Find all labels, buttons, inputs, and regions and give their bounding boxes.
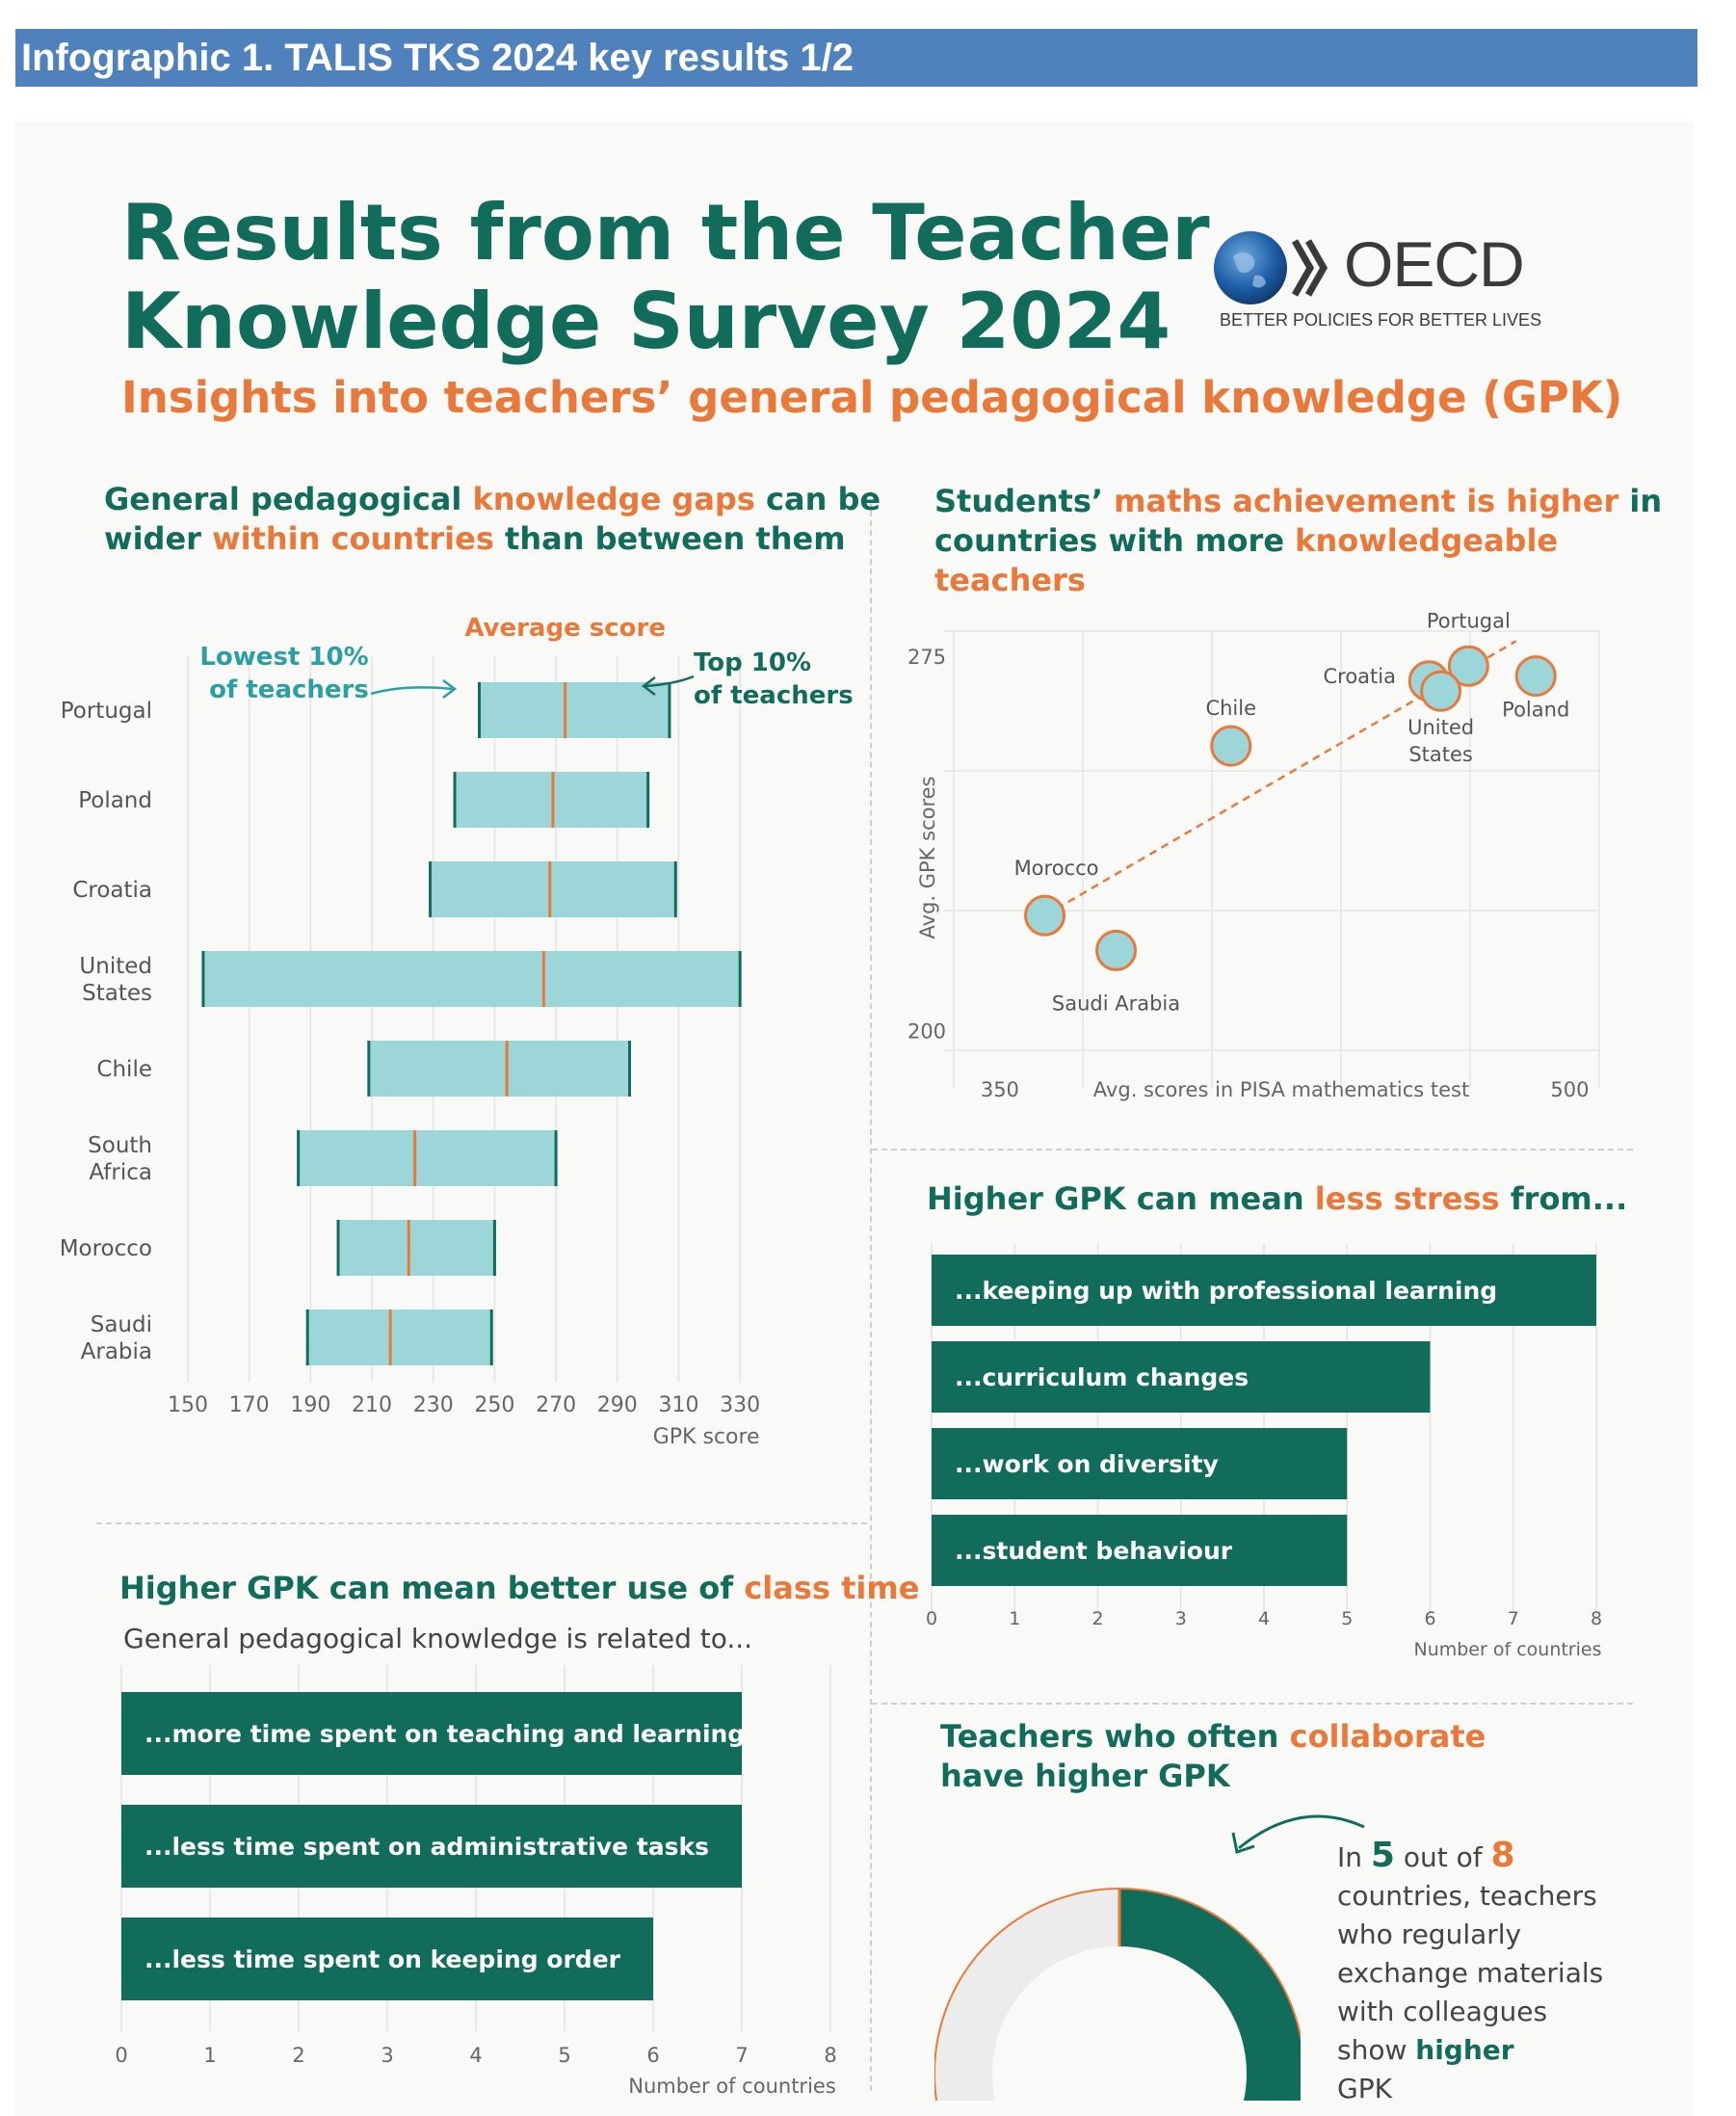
x-tick-label: 270	[536, 1393, 577, 1417]
annot-lowest-arrow	[371, 687, 453, 694]
section4-title: Higher GPK can mean better use of class time	[119, 1570, 920, 1606]
scatter-point	[1422, 672, 1460, 710]
x-tick-label: 2	[1092, 1608, 1104, 1629]
category-label: South	[88, 1133, 152, 1158]
x-tick-label: 0	[115, 2044, 128, 2067]
x-tick-label: 3	[1174, 1608, 1187, 1629]
x-tick-label: 8	[824, 2044, 837, 2067]
divider-right-2	[872, 1703, 1633, 1705]
x-tick-label: 5	[558, 2044, 571, 2067]
x-tick-label: 0	[925, 1608, 938, 1629]
annot-average: Average score	[464, 617, 666, 643]
point-label: Croatia	[1323, 664, 1397, 688]
x-tick-label: 310	[658, 1393, 699, 1417]
gpk-range-chart	[48, 617, 867, 1465]
x-tick-label: 2	[292, 2044, 305, 2067]
scatter-point	[1212, 727, 1250, 765]
x-tick-label: 170	[228, 1393, 270, 1417]
x-tick-label: 4	[1257, 1608, 1271, 1629]
section3-title: Higher GPK can mean less stress from...	[927, 1180, 1628, 1217]
bar-label: ...student behaviour	[955, 1537, 1233, 1565]
category-label: Saudi	[90, 1312, 152, 1337]
main-title-line1: Results from the Teacher	[121, 188, 1210, 278]
x-tick-label: 5	[1341, 1608, 1354, 1629]
x-tick-label: 210	[352, 1393, 393, 1417]
stress-bar-chart	[906, 1243, 1638, 1667]
bar-label: ...more time spent on teaching and learning	[145, 1720, 746, 1748]
point-label: Chile	[1205, 697, 1257, 721]
x-tick-label: 1	[203, 2044, 217, 2067]
x-tick-label: 6	[1424, 1608, 1436, 1629]
category-label: Poland	[78, 788, 152, 813]
collab-text: In 5 out of 8 countries, teachers who regularly exchange materials with colleagues show higher GPK	[1337, 1836, 1604, 2104]
gpk-pisa-scatter	[906, 578, 1638, 1118]
oecd-logo-mark	[1212, 227, 1347, 306]
section1-title: General pedagogical knowledge gaps can be wider within countries than between them	[104, 481, 881, 557]
scatter-point	[1097, 931, 1136, 969]
range-bar	[338, 1220, 494, 1276]
x-tick-label: 230	[412, 1393, 454, 1417]
oecd-logo-tagline: BETTER POLICIES FOR BETTER LIVES	[1220, 310, 1542, 330]
class-time-bar-chart	[106, 1665, 867, 2101]
x-tick-label: 4	[469, 2044, 483, 2067]
x-tick-label: 3	[381, 2044, 394, 2067]
x-tick-label: 150	[168, 1393, 208, 1417]
x-axis-label: GPK score	[652, 1425, 760, 1449]
section4-subtitle: General pedagogical knowledge is related to...	[123, 1623, 753, 1654]
main-title-line2: Knowledge Survey 2024	[121, 277, 1171, 366]
annot-top-line1: Top 10%	[694, 648, 812, 677]
point-label: Portugal	[1426, 609, 1511, 633]
range-bar	[480, 682, 670, 738]
category-label: Portugal	[60, 699, 152, 724]
x-axis-label: Avg. scores in PISA mathematics test	[1092, 1078, 1470, 1101]
infographic-banner: Infographic 1. TALIS TKS 2024 key results 1/2	[15, 29, 1697, 87]
y-tick-label: 200	[907, 1019, 947, 1044]
divider-right-1	[872, 1149, 1633, 1151]
category-label: States	[82, 981, 152, 1006]
annot-top-line2: of teachers	[694, 681, 854, 710]
category-label: Africa	[89, 1160, 152, 1185]
x-axis-label: Number of countries	[1413, 1639, 1602, 1660]
point-label: Saudi Arabia	[1051, 992, 1181, 1016]
bar-label: ...less time spent on keeping order	[145, 1945, 620, 1973]
chevrons-icon	[1295, 241, 1324, 295]
point-label: States	[1408, 743, 1473, 767]
bar-label: ...keeping up with professional learning	[955, 1277, 1498, 1305]
category-label: Morocco	[59, 1236, 152, 1261]
scatter-point	[1516, 657, 1555, 696]
x-tick-label: 350	[980, 1078, 1019, 1101]
x-tick-label: 7	[1507, 1608, 1519, 1629]
x-tick-label: 6	[646, 2044, 660, 2067]
annot-lowest-line2: of teachers	[209, 675, 369, 704]
bar-label: ...curriculum changes	[955, 1363, 1249, 1391]
main-title	[121, 189, 1210, 366]
range-bar	[299, 1130, 556, 1186]
bar-label: ...less time spent on administrative tasks	[145, 1833, 710, 1861]
point-label: United	[1407, 716, 1475, 740]
range-bar	[307, 1309, 491, 1365]
range-bar	[203, 951, 740, 1007]
section2-title: Students’ maths achievement is higher in countries with more knowledgeable teachers	[934, 483, 1663, 598]
section5-title: Teachers who often collaborate have higher GPK	[940, 1718, 1486, 1794]
x-tick-label: 7	[735, 2044, 749, 2067]
category-label: United	[79, 954, 152, 979]
x-tick-label: 250	[474, 1393, 515, 1417]
point-label: Poland	[1502, 698, 1570, 722]
column-divider	[870, 491, 872, 2091]
scatter-point	[1026, 896, 1065, 935]
point-label: Morocco	[1013, 857, 1099, 881]
bar-label: ...work on diversity	[955, 1450, 1219, 1478]
donut-slice	[934, 1889, 1119, 2101]
x-tick-label: 190	[290, 1393, 331, 1417]
x-axis-label: Number of countries	[628, 2075, 836, 2098]
x-tick-label: 330	[720, 1393, 761, 1417]
annot-lowest-line1: Lowest 10%	[199, 643, 369, 672]
y-axis-label: Avg. GPK scores	[916, 776, 939, 939]
category-label: Croatia	[72, 878, 152, 903]
oecd-logo-text: OECD	[1344, 228, 1524, 300]
x-tick-label: 290	[596, 1393, 638, 1417]
y-tick-label: 275	[907, 645, 947, 669]
main-subtitle: Insights into teachers’ general pedagogical knowledge (GPK)	[121, 372, 1623, 423]
range-bar	[455, 772, 648, 828]
x-tick-label: 8	[1590, 1608, 1603, 1629]
category-label: Chile	[96, 1057, 152, 1082]
x-tick-label: 500	[1550, 1078, 1590, 1101]
range-bar	[369, 1041, 630, 1097]
collab-num-8: 8	[1490, 1836, 1515, 1875]
category-label: Arabia	[80, 1339, 152, 1364]
collab-num-5: 5	[1370, 1836, 1395, 1875]
range-bar	[431, 861, 676, 917]
divider-left	[96, 1522, 867, 1524]
x-tick-label: 1	[1009, 1608, 1021, 1629]
